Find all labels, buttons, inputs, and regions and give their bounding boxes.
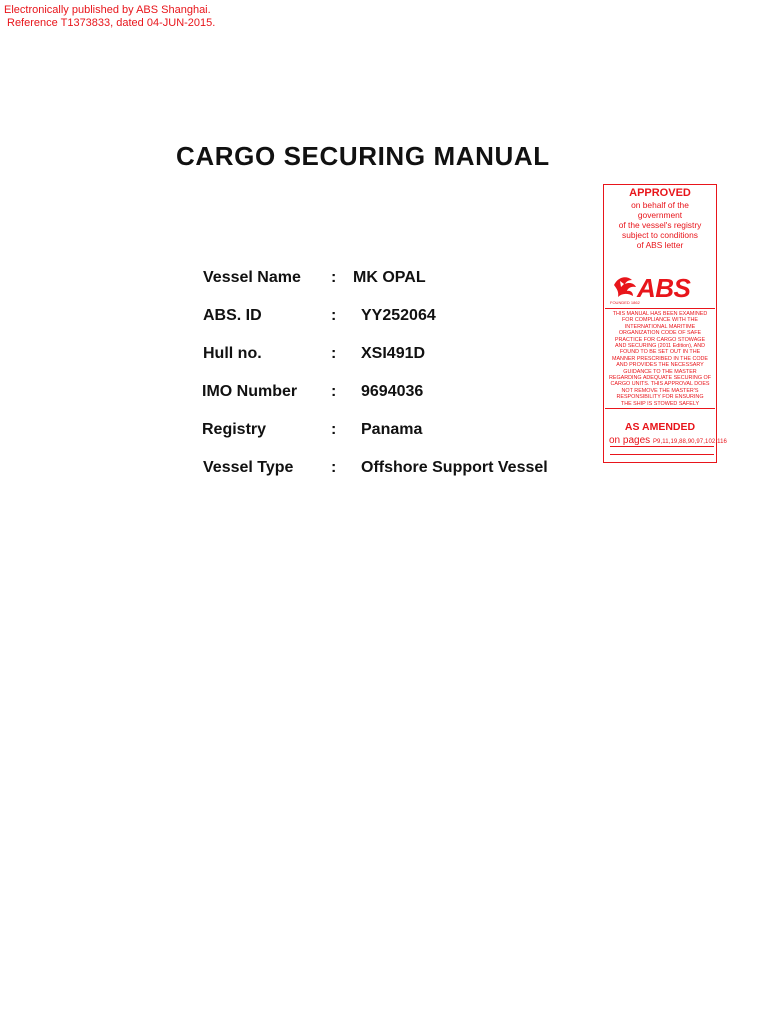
approval-line: of the vessel's registry [618,220,702,230]
detail-value: XSI491D [361,345,426,362]
detail-label: ABS. ID [203,307,262,324]
detail-separator: : [331,459,337,476]
compliance-line: CARGO UNITS. THIS APPROVAL DOES [610,381,710,388]
detail-label: Hull no. [203,345,262,362]
compliance-line: INTERNATIONAL MARITIME [624,323,696,330]
detail-separator: : [331,345,337,362]
stamp-divider [610,454,714,455]
detail-value: Panama [361,421,423,438]
approval-conditions [604,200,716,250]
approval-line: of ABS letter [636,240,684,250]
as-amended-heading: AS AMENDED [624,421,696,433]
compliance-statement [605,308,715,409]
compliance-line: MANNER PRESCRIBED IN THE CODE [611,355,709,362]
detail-separator: : [331,383,337,400]
compliance-line: NOT REMOVE THE MASTER'S [621,387,699,394]
compliance-line: FOUND TO BE SET OUT IN THE [619,349,701,356]
detail-separator: : [331,421,337,438]
compliance-line: AND PROVIDES THE NECESSARY [616,362,704,369]
compliance-line: GUIDANCE TO THE MASTER [623,368,697,375]
amended-pages [609,435,727,446]
abs-logo-text: ABS [637,273,691,303]
compliance-line: THIS MANUAL HAS BEEN EXAMINED [612,311,708,317]
compliance-line: FOR COMPLIANCE WITH THE [622,317,698,324]
detail-label: Vessel Type [203,459,294,476]
on-pages-label: on pages [609,435,651,446]
approval-line: government [637,210,683,220]
detail-separator: : [331,269,337,286]
compliance-line: ORGANIZATION CODE OF SAFE [618,330,702,337]
publication-line-2: Reference T1373833, dated 04-JUN-2015. [7,17,216,29]
detail-value: 9694036 [361,383,424,400]
stamp-divider [610,446,714,447]
detail-label: Registry [202,421,267,438]
abs-approval-stamp [603,184,727,463]
detail-label: IMO Number [202,383,298,400]
compliance-line: AND SECURING (2011 Edition), AND [614,343,706,350]
approval-line: subject to conditions [622,230,698,240]
detail-label: Vessel Name [203,269,301,286]
compliance-line: PRACTICE FOR CARGO STOWAGE [614,336,706,343]
detail-value: MK OPAL [353,269,426,286]
compliance-line: THE SHIP IS STOWED SAFELY [620,400,700,407]
publication-notice [4,4,215,30]
document-title: CARGO SECURING MANUAL [176,141,550,171]
compliance-line: REGARDING ADEQUATE SECURING OF [608,375,712,382]
detail-value: Offshore Support Vessel [361,459,548,476]
approval-line: on behalf of the [631,200,689,210]
amended-page-list: P9,11,19,88,90,97,102,116 [652,439,727,445]
approved-heading: APPROVED [629,187,691,199]
founded-text: FOUNDED 1862 [610,300,640,305]
detail-value: YY252064 [361,307,436,324]
compliance-line: RESPONSIBILITY FOR ENSURING [616,394,704,401]
detail-separator: : [331,307,337,324]
publication-line-1: Electronically published by ABS Shanghai. [4,4,211,16]
